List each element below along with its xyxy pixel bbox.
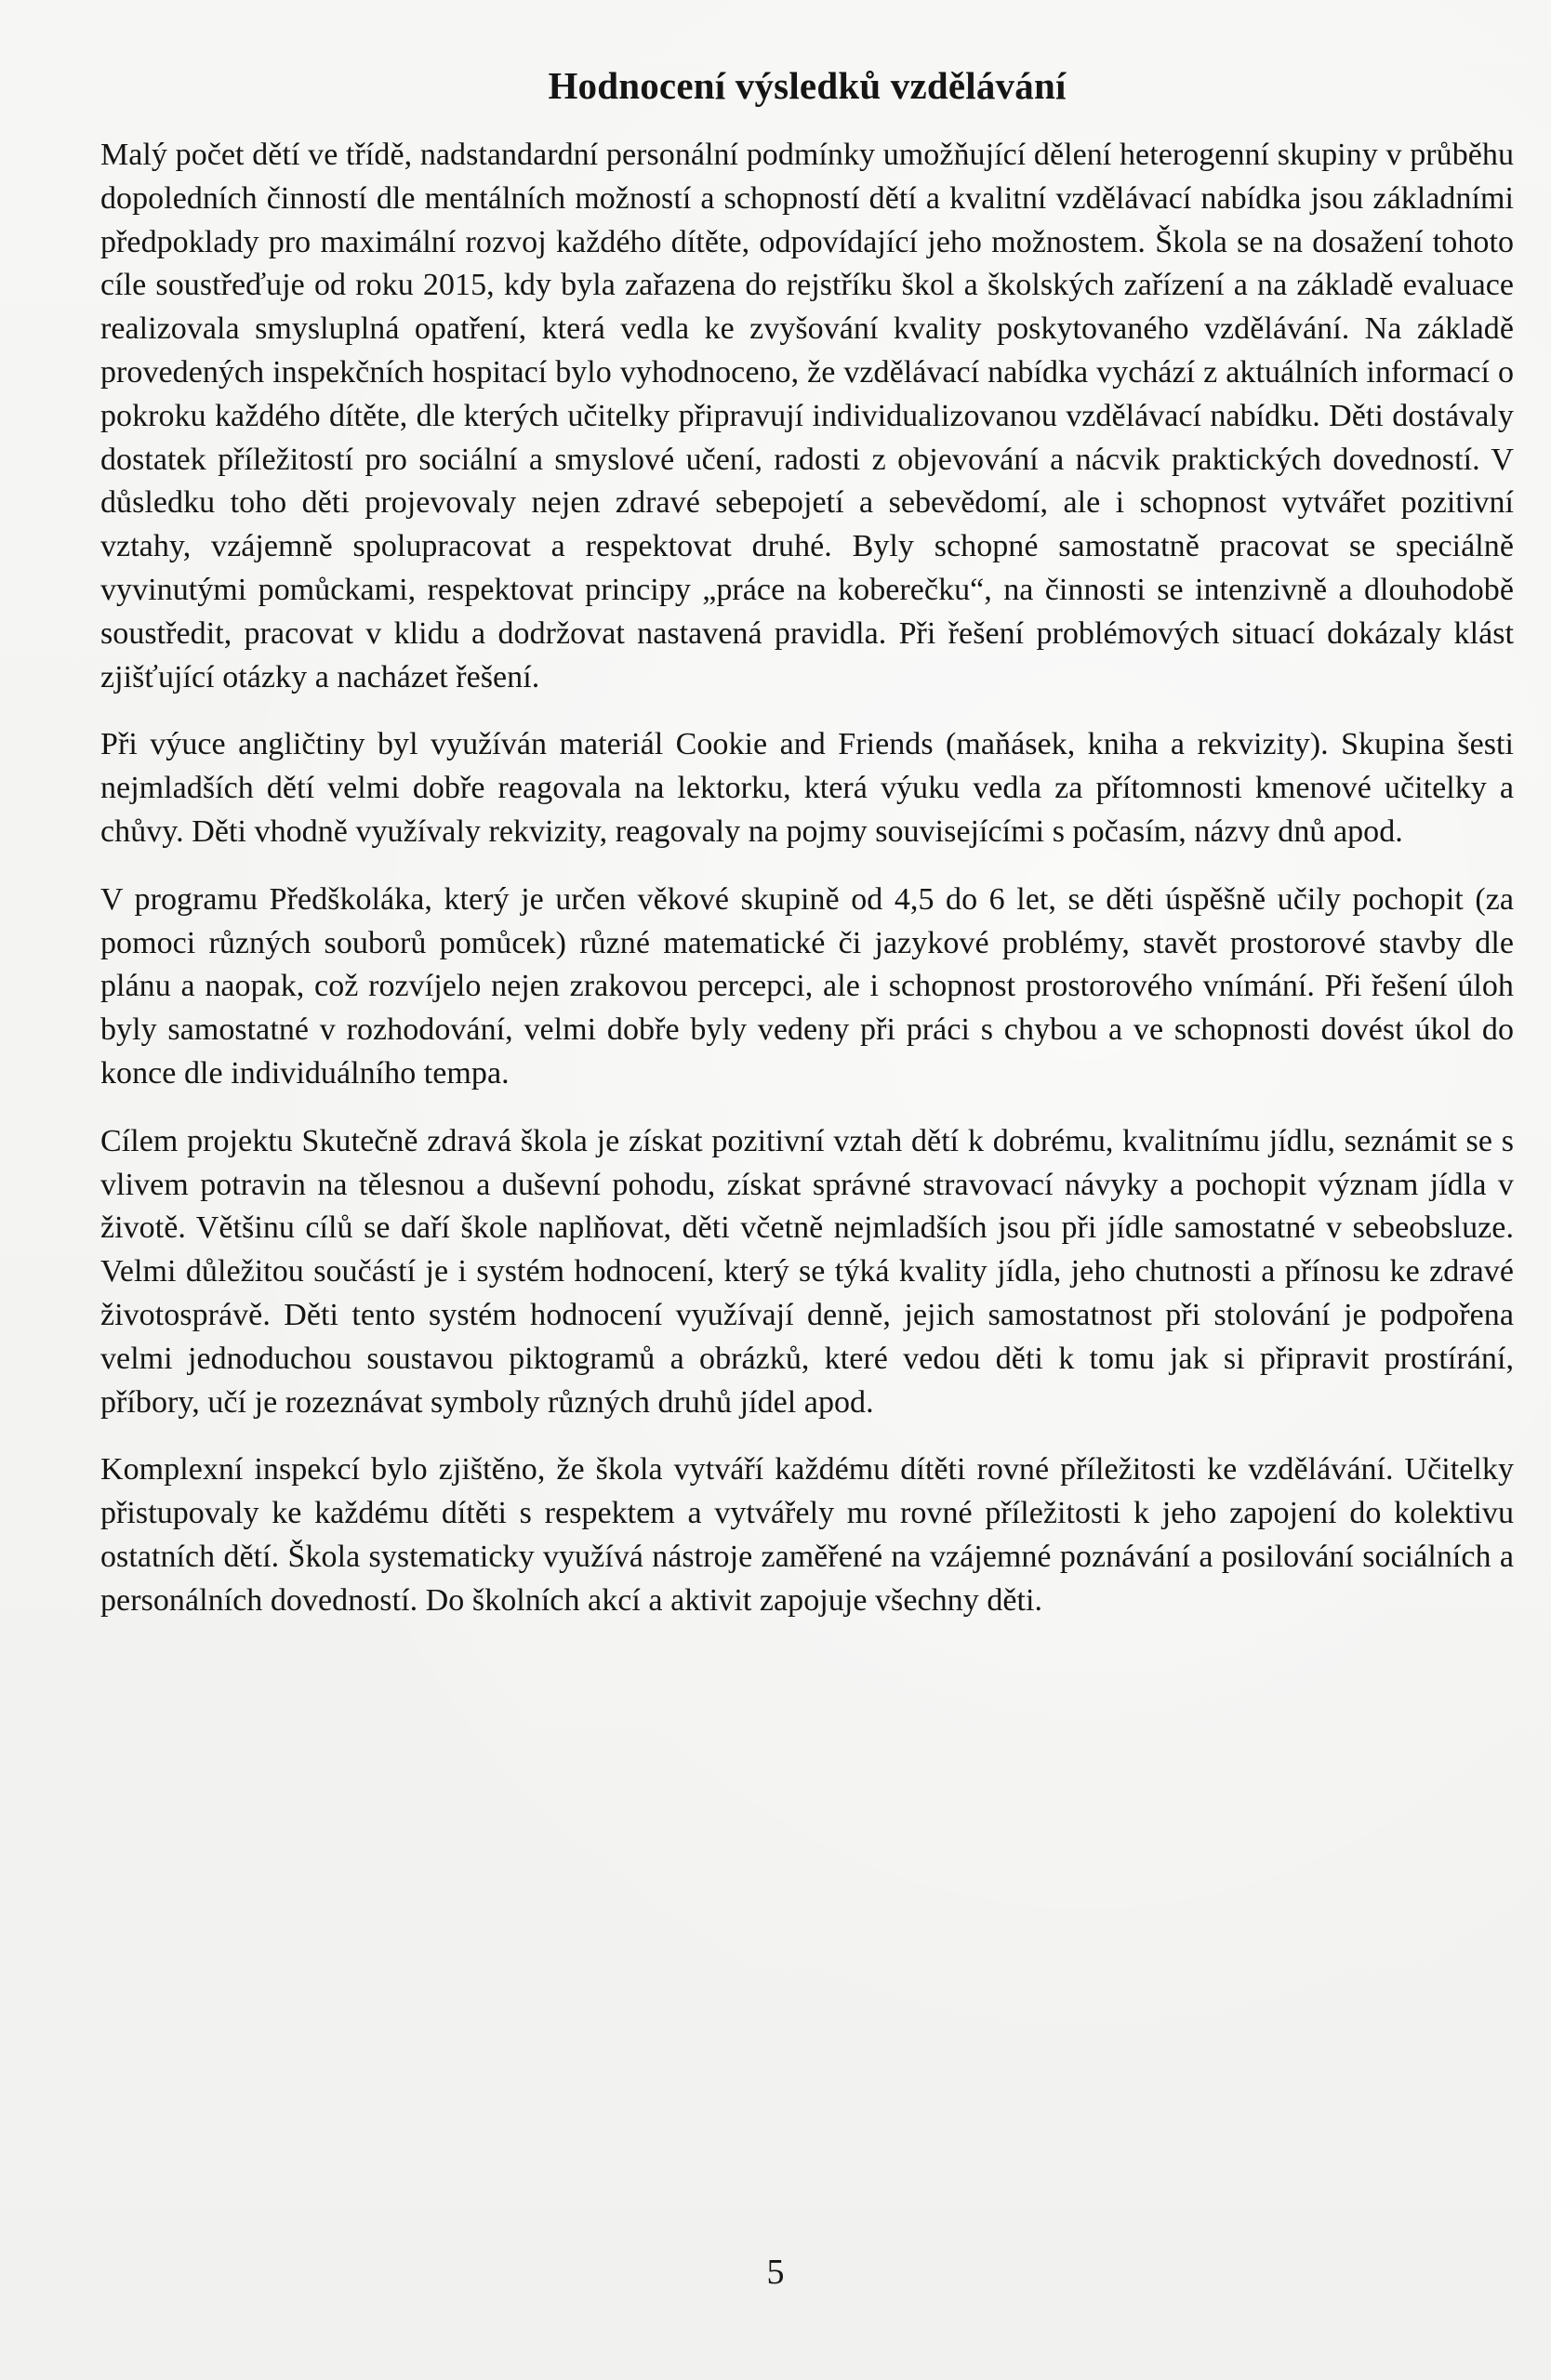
paragraph-3: V programu Předškoláka, který je určen věkové skupině od 4,5 do 6 let, se děti úspěšně učily pochopit (za pomoci různých souborů pomůcek) různé matematické či jazykové problémy, stavět prostorové stavby dle plánu a naopak, což rozvíjelo nejen zrakovou percepci, ale i schopnost prostorového vnímání. Při řešení úloh byly samostatné v rozhodování, velmi dobře byly vedeny při práci s chybou a ve schopnosti dovést úkol do konce dle individuálního tempa. [100, 881, 1514, 1091]
paragraph-5: Komplexní inspekcí bylo zjištěno, že škola vytváří každému dítěti rovné příležitosti ke vzdělávání. Učitelky přistupovaly ke každému dítěti s respektem a vytvářely mu rovné příležitosti k jeho zapojení do kolektivu ostatních dětí. Škola systematicky využívá nástroje zaměřené na vzájemné poznávání a posilování sociálních a personálních dovedností. Do školních akcí a aktivit zapojuje všechny děti. [100, 1452, 1514, 1618]
page-number: 5 [766, 2253, 785, 2292]
paragraph-4: Cílem projektu Skutečně zdravá škola je získat pozitivní vztah dětí k dobrému, kvalitnímu jídlu, seznámit se s vlivem potravin na tělesnou a duševní pohodu, získat správné stravovací návyky a pochopit význam jídla v životě. Většinu cílů se daří škole naplňovat, děti včetně nejmladších jsou při jídle samostatné v sebeobsluze. Velmi důležitou součástí je i systém hodnocení, který se týká kvality jídla, jeho chutnosti a přínosu ke zdravé životosprávě. Děti tento systém hodnocení využívají denně, jejich samostatnost při stolování je podpořena velmi jednoduchou soustavou piktogramů a obrázků, které vedou děti k tomu jak si připravit prostírání, příbory, učí je rozeznávat symboly různých druhů jídel apod. [100, 1123, 1514, 1420]
page-title: Hodnocení výsledků vzdělávání [548, 64, 1067, 107]
page-content [100, 58, 1514, 1647]
paragraph-1: Malý počet dětí ve třídě, nadstandardní personální podmínky umožňující dělení heterogenní skupiny v průběhu dopoledních činností dle mentálních možností a schopností dětí a kvalitní vzdělávací nabídka jsou základními předpoklady pro maximální rozvoj každého dítěte, odpovídající jeho možnostem. Škola se na dosažení tohoto cíle soustřeďuje od roku 2015, kdy byla zařazena do rejstříku škol a školských zařízení a na základě evaluace realizovala smysluplná opatření, která vedla ke zvyšování kvality poskytovaného vzdělávání. Na základě provedených inspekčních hospitací bylo vyhodnoceno, že vzdělávací nabídka vychází z aktuálních informací o pokroku každého dítěte, dle kterých učitelky připravují individualizovanou vzdělávací nabídku. Děti dostávaly dostatek příležitostí pro sociální a smyslové učení, radosti z objevování a nácvik praktických dovedností. V důsledku toho děti projevovaly nejen zdravé sebepojetí a sebevědomí, ale i schopnost vytvářet pozitivní vztahy, vzájemně spolupracovat a respektovat druhé. Byly schopné samostatně pracovat se speciálně vyvinutými pomůckami, respektovat principy „práce na koberečku“, na činnosti se intenzivně a dlouhodobě soustředit, pracovat v klidu a dodržovat nastavená pravidla. Při řešení problémových situací dokázaly klást zjišťující otázky a nacházet řešení. [100, 138, 1514, 694]
paragraph-2: Při výuce angličtiny byl využíván materiál Cookie and Friends (maňásek, kniha a rekvizity). Skupina šesti nejmladších dětí velmi dobře reagovala na lektorku, která výuku vedla za přítomnosti kmenové učitelky a chůvy. Děti vhodně využívaly rekvizity, reagovaly na pojmy souvisejícími s počasím, názvy dnů apod. [100, 727, 1514, 849]
